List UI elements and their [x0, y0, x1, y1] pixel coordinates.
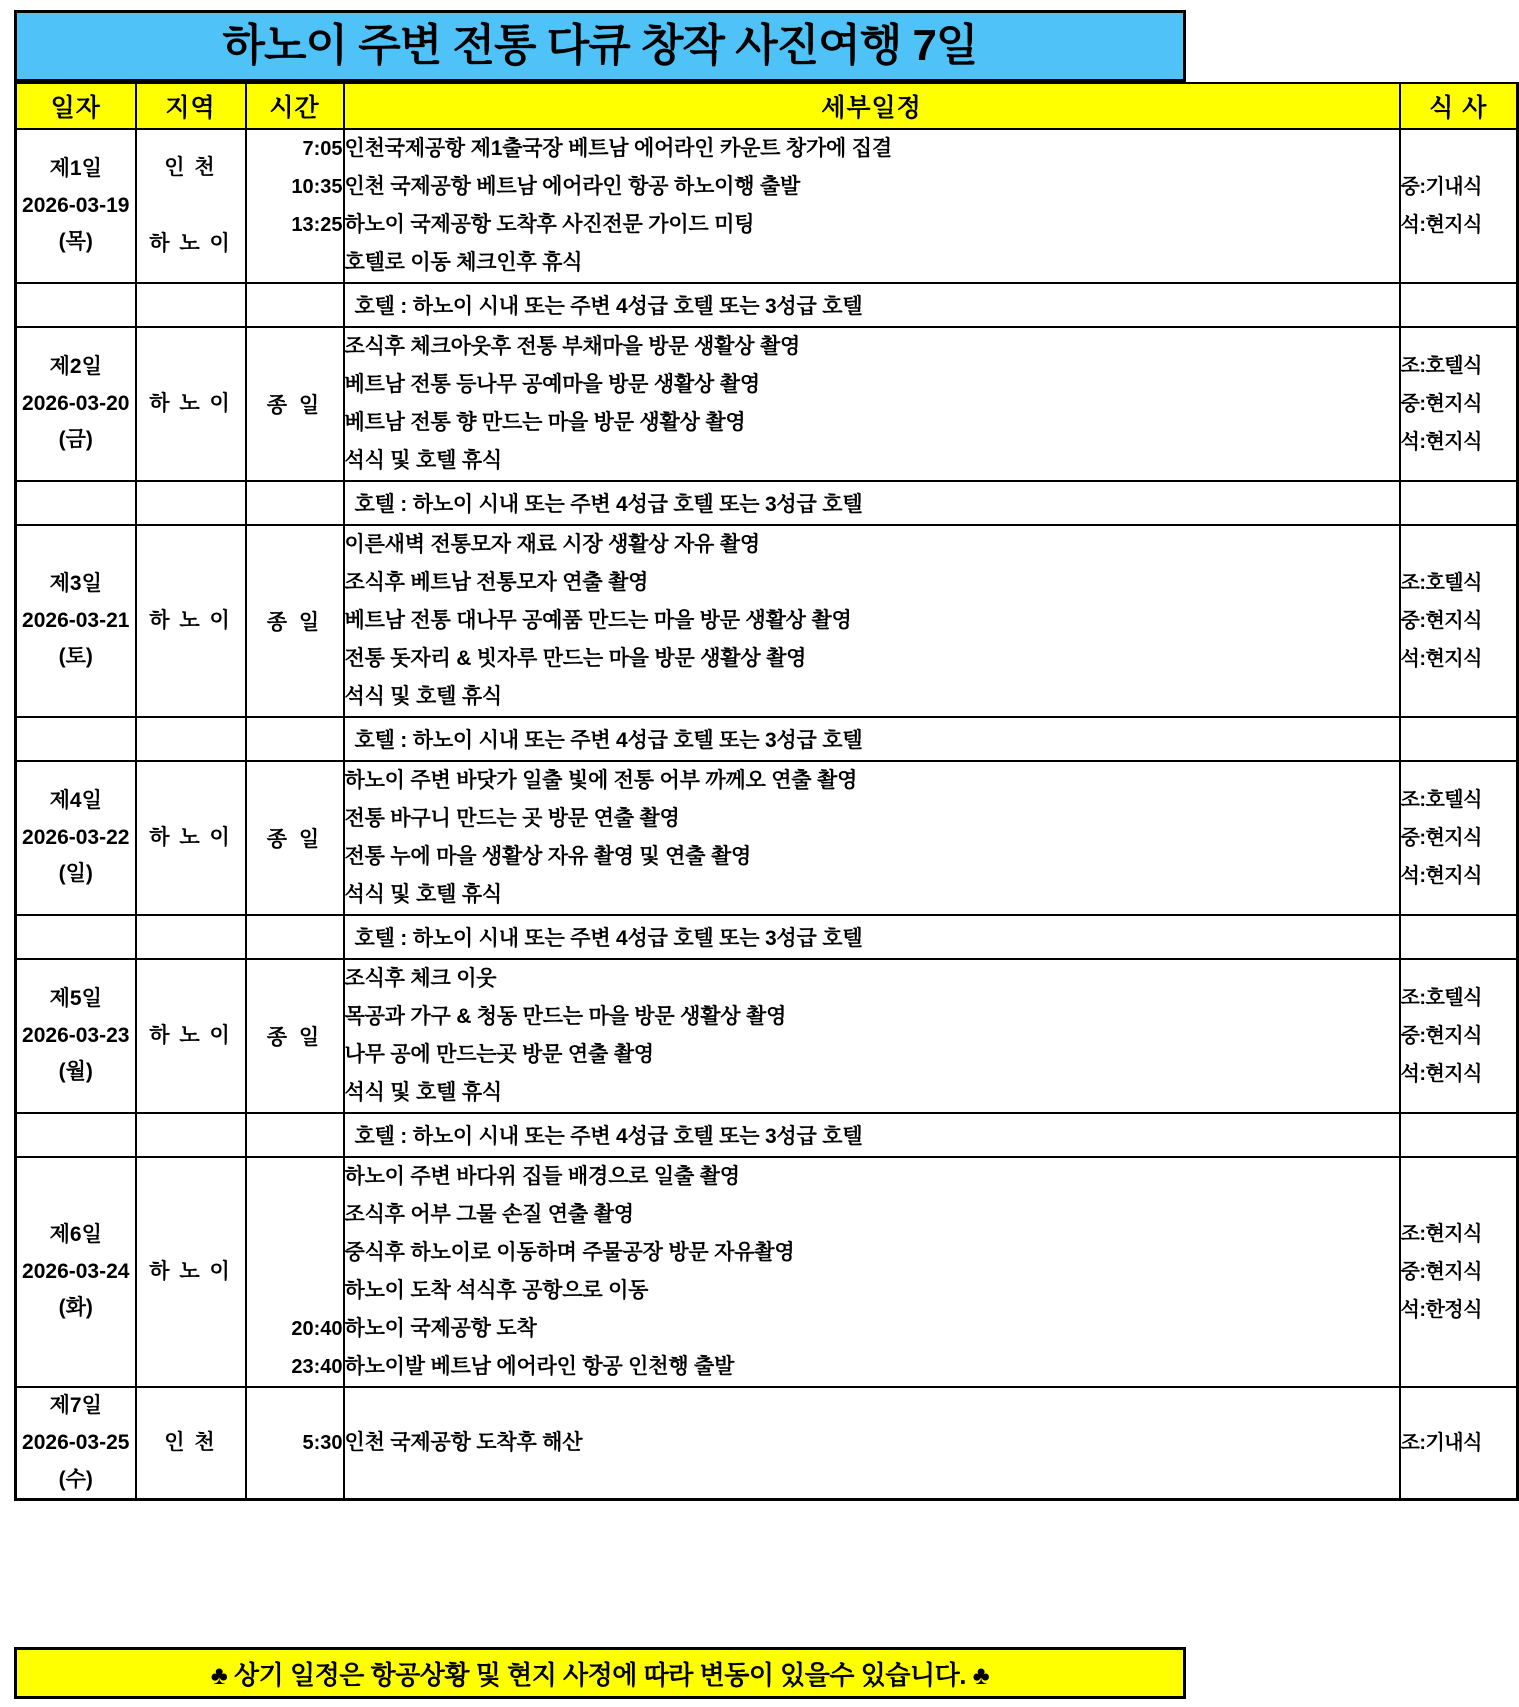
hotel-row-area-spacer	[136, 1113, 246, 1157]
detail-line: 조식후 체크 이웃	[344, 967, 497, 990]
hotel-row-time-spacer	[246, 1113, 344, 1157]
day-date-cell	[16, 761, 136, 915]
detail-line: 나무 공에 만드는곳 방문 연출 촬영	[344, 1043, 654, 1066]
hotel-row-date-spacer	[16, 481, 136, 525]
hotel-row-time-spacer	[246, 915, 344, 959]
day-weekday: (일)	[58, 862, 93, 886]
column-header-meals: 식 사	[1400, 83, 1518, 129]
detail-line: 조식후 체크아웃후 전통 부채마을 방문 생활상 촬영	[344, 335, 801, 358]
hotel-row	[16, 1113, 1518, 1157]
hotel-note-text: 호텔 : 하노이 시내 또는 주변 4성급 호텔 또는 3성급 호텔	[354, 295, 863, 318]
time-label: 5:30	[302, 1432, 343, 1455]
detail-line: 인천국제공항 제1출국장 베트남 에어라인 카운트 창가에 집결	[344, 137, 892, 160]
meal-label: 석:현지식	[1400, 214, 1482, 236]
day-weekday: (목)	[58, 230, 93, 254]
area-label: 하 노 이	[149, 826, 232, 849]
meal-label: 중:현지식	[1400, 393, 1482, 415]
day-date: 2026-03-19	[22, 193, 130, 217]
day-meals-cell	[1400, 1387, 1518, 1500]
day-date-cell	[16, 525, 136, 717]
itinerary-table	[14, 82, 1519, 1501]
hotel-row-meal-spacer	[1400, 1113, 1518, 1157]
detail-line: 하노이 국제공항 도착	[344, 1317, 537, 1340]
day-meals-cell	[1400, 959, 1518, 1113]
day-number: 제1일	[49, 156, 102, 180]
day-area-cell	[136, 761, 246, 915]
hotel-note-cell	[344, 481, 1400, 525]
hotel-row	[16, 481, 1518, 525]
table-row	[16, 1387, 1518, 1500]
detail-line: 전통 누에 마을 생활상 자유 촬영 및 연출 촬영	[344, 845, 752, 868]
day-area-cell	[136, 1387, 246, 1500]
day-time-all-day: 종 일	[246, 761, 344, 915]
day-area-cell	[136, 525, 246, 717]
footer-note-bar	[14, 1647, 1186, 1699]
hotel-row-area-spacer	[136, 717, 246, 761]
time-label: 10:35	[291, 176, 343, 198]
meal-label: 조:기내식	[1400, 1432, 1482, 1455]
area-label: 하 노 이	[149, 232, 232, 255]
day-weekday: (토)	[58, 645, 93, 669]
detail-line: 베트남 전통 향 만드는 마을 방문 생활상 촬영	[344, 411, 746, 434]
day-meals-cell	[1400, 129, 1518, 283]
detail-line: 목공과 가구 & 청동 만드는 마을 방문 생활상 촬영	[344, 1005, 787, 1028]
detail-line: 석식 및 호텔 휴식	[344, 1081, 503, 1104]
day-date-cell	[16, 129, 136, 283]
hotel-note-text: 호텔 : 하노이 시내 또는 주변 4성급 호텔 또는 3성급 호텔	[354, 729, 863, 752]
area-label: 하 노 이	[149, 1024, 232, 1047]
day-time-cell	[246, 1387, 344, 1500]
hotel-row-meal-spacer	[1400, 481, 1518, 525]
hotel-row	[16, 717, 1518, 761]
page-spacer	[14, 1501, 1186, 1639]
detail-line: 석식 및 호텔 휴식	[344, 685, 503, 708]
hotel-note-text: 호텔 : 하노이 시내 또는 주변 4성급 호텔 또는 3성급 호텔	[354, 493, 863, 516]
meal-label: 석:한정식	[1400, 1299, 1482, 1321]
detail-line: 이른새벽 전통모자 재료 시장 생활상 자유 촬영	[344, 533, 760, 556]
detail-line: 하노이발 베트남 에어라인 항공 인천행 출발	[344, 1355, 735, 1378]
day-weekday: (화)	[58, 1296, 93, 1320]
day-date: 2026-03-24	[22, 1259, 130, 1283]
hotel-row	[16, 283, 1518, 327]
time-label: 20:40	[291, 1318, 343, 1340]
time-label	[247, 1234, 343, 1272]
day-meals-cell	[1400, 525, 1518, 717]
day-time-all-day: 종 일	[246, 959, 344, 1113]
footer-note: ♣ 상기 일정은 항공상황 및 현지 사정에 따라 변동이 있을수 있습니다. ♣	[210, 1659, 990, 1690]
area-label: 하 노 이	[149, 609, 232, 632]
column-header-area: 지역	[136, 83, 246, 129]
hotel-row-date-spacer	[16, 283, 136, 327]
time-label: 13:25	[291, 214, 343, 236]
day-number: 제2일	[49, 354, 102, 378]
hotel-row-meal-spacer	[1400, 283, 1518, 327]
detail-line: 호텔로 이동 체크인후 휴식	[344, 251, 583, 274]
day-area-cell	[136, 327, 246, 481]
meal-label: 중:현지식	[1400, 1025, 1482, 1047]
hotel-row-date-spacer	[16, 1113, 136, 1157]
day-details-cell	[344, 761, 1400, 915]
day-area-cell	[136, 1157, 246, 1387]
day-meals-cell	[1400, 761, 1518, 915]
table-header	[16, 83, 1518, 129]
hotel-row-meal-spacer	[1400, 915, 1518, 959]
day-area-cell	[136, 129, 246, 283]
detail-line: 석식 및 호텔 휴식	[344, 883, 503, 906]
page-title-bar	[14, 10, 1186, 82]
hotel-row-date-spacer	[16, 717, 136, 761]
day-date: 2026-03-23	[22, 1023, 130, 1047]
meal-label: 중:현지식	[1400, 610, 1482, 632]
day-date: 2026-03-25	[22, 1430, 130, 1454]
detail-line: 중식후 하노이로 이동하며 주물공장 방문 자유촬영	[344, 1241, 795, 1264]
meal-label: 중:현지식	[1400, 827, 1482, 849]
detail-line: 인천 국제공항 도착후 해산	[344, 1431, 583, 1455]
page-title: 하노이 주변 전통 다큐 창작 사진여행 7일	[222, 21, 978, 70]
detail-line: 하노이 국제공항 도착후 사진전문 가이드 미팅	[344, 213, 755, 236]
day-time-all-day: 종 일	[246, 327, 344, 481]
hotel-row-time-spacer	[246, 283, 344, 327]
day-details-cell	[344, 525, 1400, 717]
day-time-cell	[246, 1157, 344, 1387]
day-date: 2026-03-21	[22, 608, 130, 632]
table-row	[16, 959, 1518, 1113]
meal-label: 석:현지식	[1400, 648, 1482, 670]
hotel-row-date-spacer	[16, 915, 136, 959]
day-weekday: (수)	[58, 1467, 93, 1491]
hotel-note-cell	[344, 283, 1400, 327]
day-date-cell	[16, 1387, 136, 1500]
area-label: 하 노 이	[149, 392, 232, 415]
time-label	[247, 1272, 343, 1310]
hotel-row-area-spacer	[136, 481, 246, 525]
detail-line: 하노이 도착 석식후 공항으로 이동	[344, 1279, 649, 1302]
meal-label: 석:현지식	[1400, 1063, 1482, 1085]
day-details-cell	[344, 327, 1400, 481]
detail-line: 인천 국제공항 베트남 에어라인 항공 하노이행 출발	[344, 175, 801, 198]
day-number: 제5일	[49, 986, 102, 1010]
detail-line: 베트남 전통 등나무 공예마을 방문 생활상 촬영	[344, 373, 760, 396]
meal-label: 중:기내식	[1400, 176, 1482, 198]
meal-label: 중:현지식	[1400, 1261, 1482, 1283]
day-details-cell	[344, 1157, 1400, 1387]
detail-line: 하노이 주변 바닷가 일출 빛에 전통 어부 까께오 연출 촬영	[344, 769, 858, 792]
meal-label: 조:호텔식	[1400, 355, 1482, 377]
meal-label: 조:호텔식	[1400, 987, 1482, 1009]
hotel-row-area-spacer	[136, 915, 246, 959]
meal-label: 석:현지식	[1400, 865, 1482, 887]
hotel-row-time-spacer	[246, 717, 344, 761]
day-number: 제3일	[49, 571, 102, 595]
day-meals-cell	[1400, 1157, 1518, 1387]
hotel-row	[16, 915, 1518, 959]
table-row	[16, 525, 1518, 717]
table-row	[16, 327, 1518, 481]
column-header-time: 시간	[246, 83, 344, 129]
hotel-note-cell	[344, 717, 1400, 761]
column-header-details: 세부일정	[344, 83, 1400, 129]
day-date: 2026-03-20	[22, 391, 130, 415]
day-number: 제6일	[49, 1222, 102, 1246]
meal-label: 석:현지식	[1400, 431, 1482, 453]
table-row	[16, 129, 1518, 283]
day-time-cell	[246, 129, 344, 283]
area-label: 인 천	[164, 156, 217, 179]
hotel-row-meal-spacer	[1400, 717, 1518, 761]
hotel-note-cell	[344, 1113, 1400, 1157]
detail-line: 전통 돗자리 & 빗자루 만드는 마을 방문 생활상 촬영	[344, 647, 807, 670]
meal-label: 조:현지식	[1400, 1223, 1482, 1245]
area-label: 하 노 이	[149, 1260, 232, 1283]
time-label	[247, 244, 343, 282]
detail-line: 베트남 전통 대나무 공예품 만드는 마을 방문 생활상 촬영	[344, 609, 852, 632]
day-weekday: (월)	[58, 1060, 93, 1084]
day-time-all-day: 종 일	[246, 525, 344, 717]
day-details-cell	[344, 129, 1400, 283]
time-label: 7:05	[302, 138, 343, 160]
day-weekday: (금)	[58, 428, 93, 452]
hotel-note-text: 호텔 : 하노이 시내 또는 주변 4성급 호텔 또는 3성급 호텔	[354, 927, 863, 950]
day-number: 제4일	[49, 788, 102, 812]
table-row	[16, 1157, 1518, 1387]
time-label	[247, 1158, 343, 1196]
area-label: 인 천	[164, 1431, 217, 1455]
detail-line: 석식 및 호텔 휴식	[344, 449, 503, 472]
hotel-note-cell	[344, 915, 1400, 959]
day-date-cell	[16, 959, 136, 1113]
day-date-cell	[16, 327, 136, 481]
hotel-note-text: 호텔 : 하노이 시내 또는 주변 4성급 호텔 또는 3성급 호텔	[354, 1125, 863, 1148]
meal-label: 조:호텔식	[1400, 572, 1482, 594]
table-body	[16, 129, 1518, 1500]
detail-line: 전통 바구니 만드는 곳 방문 연출 촬영	[344, 807, 680, 830]
day-area-cell	[136, 959, 246, 1113]
column-header-date: 일자	[16, 83, 136, 129]
detail-line: 조식후 베트남 전통모자 연출 촬영	[344, 571, 649, 594]
time-label	[247, 1196, 343, 1234]
day-number: 제7일	[49, 1394, 102, 1417]
hotel-row-area-spacer	[136, 283, 246, 327]
hotel-row-time-spacer	[246, 481, 344, 525]
day-meals-cell	[1400, 327, 1518, 481]
day-date: 2026-03-22	[22, 825, 130, 849]
day-details-cell	[344, 959, 1400, 1113]
table-header-row	[16, 83, 1518, 129]
detail-line: 조식후 어부 그물 손질 연출 촬영	[344, 1203, 634, 1226]
day-date-cell	[16, 1157, 136, 1387]
time-label: 23:40	[291, 1356, 343, 1378]
detail-line: 하노이 주변 바다위 집들 배경으로 일출 촬영	[344, 1165, 740, 1188]
meal-label: 조:호텔식	[1400, 789, 1482, 811]
table-row	[16, 761, 1518, 915]
day-details-cell	[344, 1387, 1400, 1500]
